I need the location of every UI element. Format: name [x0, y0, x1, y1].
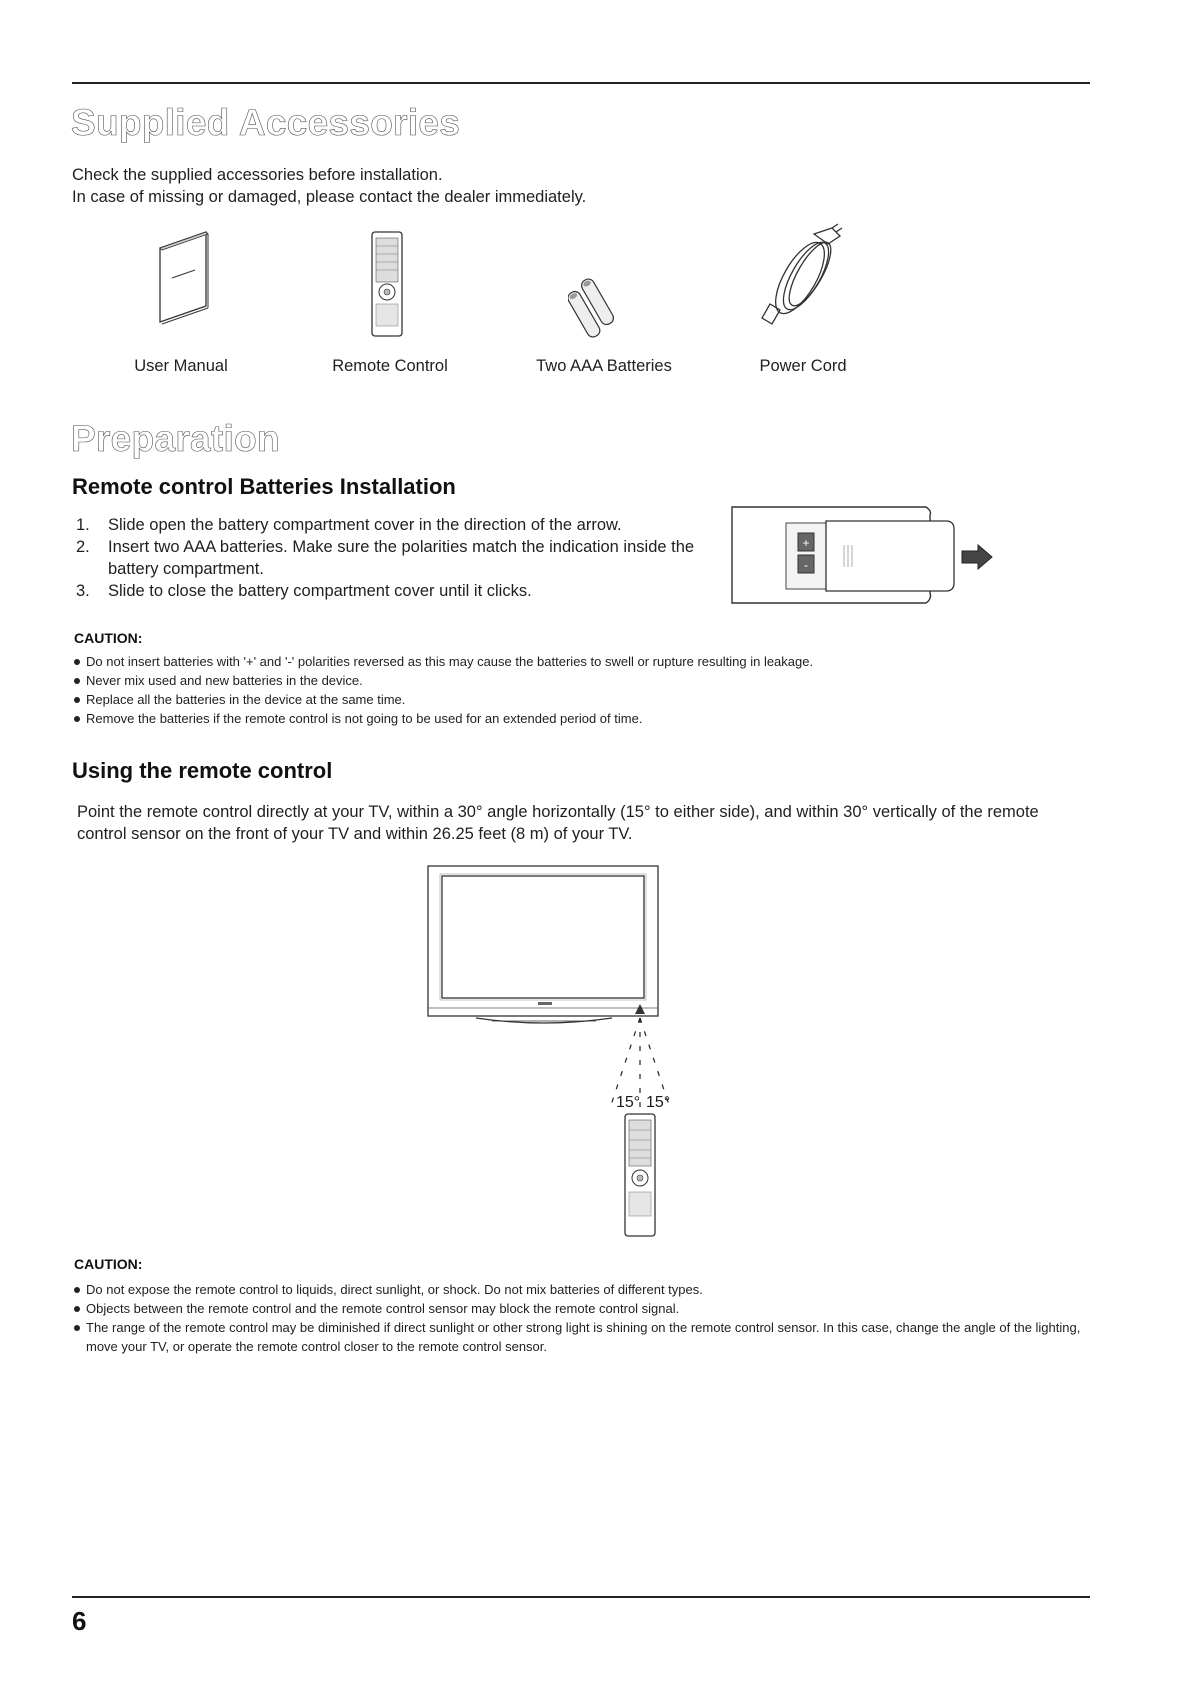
list-item: 3. Slide to close the battery compartment cover until it clicks. — [76, 582, 532, 600]
remote-range-diagram — [420, 862, 710, 1242]
caution-list-batteries — [74, 652, 813, 728]
bottom-rule — [72, 1596, 1090, 1598]
top-rule — [72, 82, 1090, 84]
list-item: Remove the batteries if the remote control is not going to be used for an extended period of time. — [74, 709, 813, 728]
section-title-accessories: Supplied Accessories — [71, 102, 461, 143]
remote-icon — [370, 230, 406, 340]
using-remote-heading: Using the remote control — [72, 758, 333, 783]
svg-text:+: + — [802, 536, 810, 550]
accessory-label-batteries: Two AAA Batteries — [536, 357, 672, 375]
manual-icon — [140, 228, 220, 328]
batteries-heading: Remote control Batteries Installation — [72, 474, 456, 499]
list-item: 1. Slide open the battery compartment cover in the direction of the arrow. — [76, 516, 622, 534]
list-item: Do not insert batteries with '+' and '-' polarities reversed as this may cause the batteries to swell or rupture resulting in leakage. — [74, 652, 813, 671]
power-cord-icon — [752, 222, 862, 330]
accessory-label-manual: User Manual — [134, 357, 228, 375]
accessories-intro-1: Check the supplied accessories before installation. — [72, 166, 443, 184]
list-item: Replace all the batteries in the device at the same time. — [74, 690, 813, 709]
list-item: Never mix used and new batteries in the device. — [74, 671, 813, 690]
list-item: Objects between the remote control and the remote control sensor may block the remote control signal. — [74, 1299, 1094, 1318]
list-item: The range of the remote control may be diminished if direct sunlight or other strong light is shining on the remote control sensor. In this case, change the angle of the lighting, move your TV, or operate the remote control closer to the remote control sensor. — [74, 1318, 1094, 1356]
using-remote-text: Point the remote control directly at your TV, within a 30° angle horizontally (15° to either side), and within 30° vertically of the remote control sensor on the front of your TV and within 26.25 feet (8 m) of your TV. — [77, 803, 1039, 843]
page-number: 6 — [72, 1606, 87, 1636]
list-item: Do not expose the remote control to liquids, direct sunlight, or shock. Do not mix batteries of different types. — [74, 1280, 1094, 1299]
battery-compartment-illustration — [730, 505, 1000, 605]
section-title-preparation: Preparation — [71, 418, 280, 459]
caution-heading-remote: CAUTION: — [74, 1256, 143, 1272]
angle-label-left: 15° — [616, 1094, 641, 1111]
accessory-label-remote: Remote Control — [332, 357, 448, 375]
caution-heading-batteries: CAUTION: — [74, 630, 143, 646]
angle-label-right: 15° — [646, 1094, 671, 1111]
accessories-intro-2: In case of missing or damaged, please contact the dealer immediately. — [72, 188, 587, 206]
batteries-icon — [568, 276, 618, 342]
list-item: 2. Insert two AAA batteries. Make sure the polarities match the indication inside the battery compartment. — [76, 538, 695, 578]
svg-text:-: - — [804, 558, 808, 572]
accessory-label-power-cord: Power Cord — [759, 357, 847, 375]
battery-steps — [72, 514, 722, 602]
caution-list-remote — [74, 1280, 1094, 1356]
